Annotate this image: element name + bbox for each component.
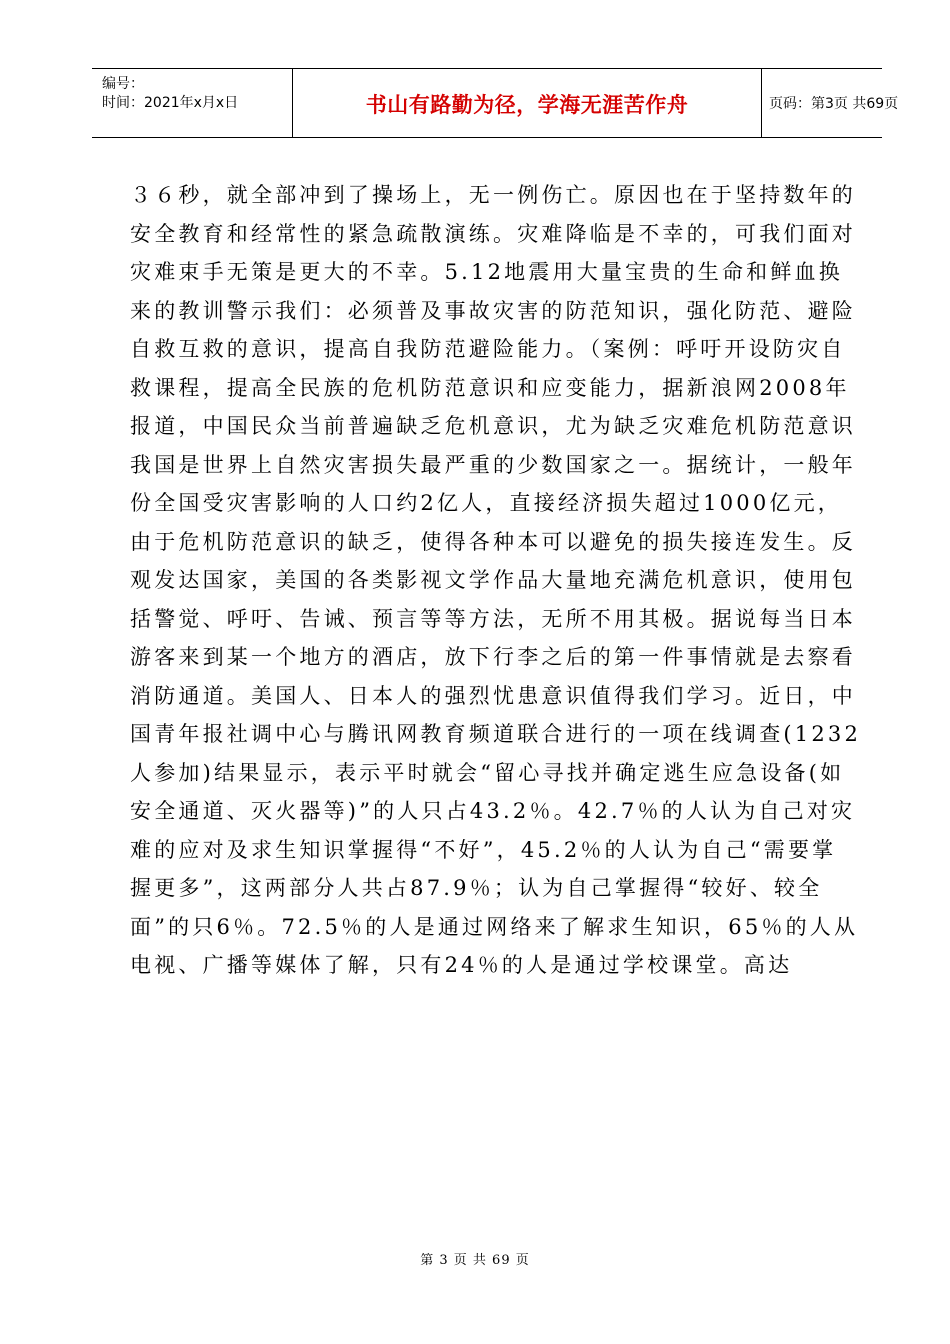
- body-line: 份全国受灾害影响的人口约2亿人，直接经济损失超过1000亿元，: [130, 491, 843, 515]
- body-line: 观发达国家，美国的各类影视文学作品大量地充满危机意识，使用包: [130, 568, 856, 592]
- body-line: 救课程，提高全民族的危机防范意识和应变能力，据新浪网2008年: [130, 375, 850, 400]
- doc-number-label: 编号：: [102, 76, 144, 92]
- body-line: 消防通道。美国人、日本人的强烈忧患意识值得我们学习。近日，中: [130, 683, 856, 708]
- body-line: 握更多”，这两部分人共占87.9％；认为自己掌握得“较好、较全: [130, 876, 823, 900]
- body-line: 人参加)结果显示，表示平时就会“留心寻找并确定逃生应急设备(如: [130, 760, 845, 785]
- body-line: 报道，中国民众当前普遍缺乏危机意识，尤为缺乏灾难危机防范意识: [130, 414, 856, 438]
- body-line: ３６秒，就全部冲到了操场上，无一例伤亡。原因也在于坚持数年的: [130, 183, 856, 207]
- doc-time-label: 时间：2021年x月x日: [102, 95, 239, 111]
- body-line: 难的应对及求生知识掌握得“不好”，45.2％的人认为自己“需要掌: [130, 837, 837, 862]
- body-line: 自救互救的意识，提高自我防范避险能力。（案例：呼吁开设防灾自: [130, 337, 846, 361]
- body-line: 括警觉、呼吁、告诫、预言等等方法，无所不用其极。据说每当日本: [130, 606, 856, 631]
- body-line: 安全教育和经常性的紧急疏散演练。灾难降临是不幸的，可我们面对: [130, 221, 856, 246]
- body-line: 灾难束手无策是更大的不幸。5.12地震用大量宝贵的生命和鲜血换: [130, 260, 843, 284]
- body-line: 我国是世界上自然灾害损失最严重的少数国家之一。据统计，一般年: [130, 452, 856, 477]
- body-line: 游客来到某一个地方的酒店，放下行李之后的第一件事情就是去察看: [130, 645, 856, 669]
- header-page-cell: [761, 69, 899, 137]
- body-line: 面”的只6％。72.5％的人是通过网络来了解求生知识，65％的人从: [130, 914, 859, 939]
- body-line: 来的教训警示我们：必须普及事故灾害的防范知识，强化防范、避险: [130, 298, 856, 323]
- header-motto-cell: [292, 69, 762, 137]
- body-line: 由于危机防范意识的缺乏，使得各种本可以避免的损失接连发生。反: [130, 529, 856, 554]
- body-line: 安全通道、灭火器等)”的人只占43.2％。42.7％的人认为自己对灾: [130, 799, 856, 823]
- page-footer: 第 3 页 共 69 页: [420, 1253, 530, 1268]
- header-motto: 书山有路勤为径，学海无涯苦作舟: [365, 93, 689, 117]
- header-meta: [92, 69, 292, 137]
- document-body: [130, 176, 862, 985]
- body-line: 国青年报社调中心与腾讯网教育频道联合进行的一项在线调查(1232: [130, 722, 862, 746]
- page-header: [92, 68, 899, 138]
- header-page-info: 页码：第3页 共69页: [769, 96, 899, 112]
- body-line: 电视、广播等媒体了解，只有24％的人是通过学校课堂。高达: [130, 953, 793, 977]
